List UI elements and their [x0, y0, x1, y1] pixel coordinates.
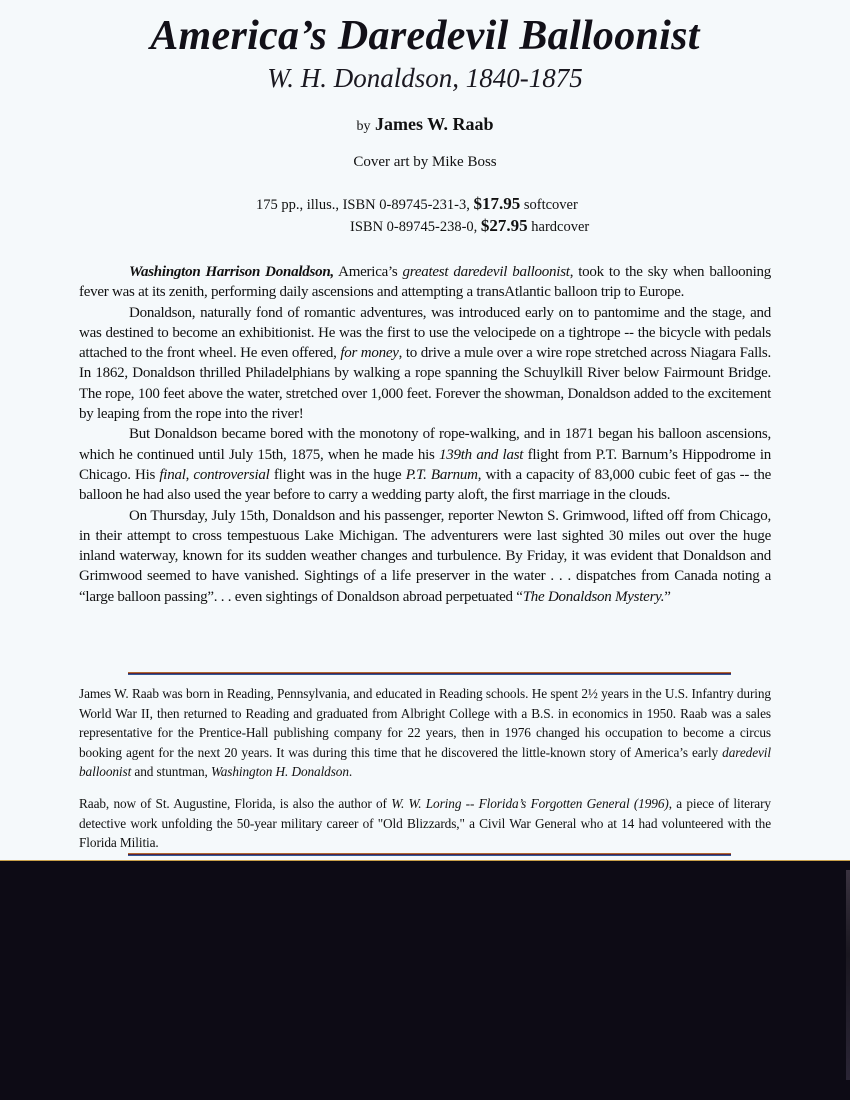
text-run: Raab, now of St. Augustine, Florida, is also the author of [79, 795, 392, 811]
book-title: America’s Daredevil Balloonist [150, 13, 700, 59]
italic-run: greatest daredevil balloonist [402, 264, 570, 280]
divider-rule-top [128, 672, 731, 675]
description-paragraph-4 [79, 506, 771, 607]
book-description [79, 262, 771, 607]
text-run: , [185, 466, 194, 483]
hardcover-isbn: ISBN 0-89745-238-0, [350, 219, 481, 235]
text-run: Donaldson, naturally fond of romantic adventures, was introduced early on to pantomime and the stage, and was destined to become an exhibitionist. He was the first to use the velocipede on a tightrope -- the bicycle with pedals attached to the front wheel. He even offered, [79, 304, 771, 362]
softcover-label: softcover [520, 197, 578, 213]
italic-run: W. W. Loring -- Florida’s Forgotten General (1996) [391, 795, 669, 811]
divider-rule-bottom [128, 853, 731, 856]
text-run: flight was in the huge [269, 466, 406, 483]
text-run: , took to the sky when ballooning fever was at its zenith, performing daily ascensions and attempting a transAtlantic balloon trip to Europe. [79, 264, 771, 301]
italic-run: P.T. Barnum [405, 466, 478, 483]
softcover-line [256, 193, 578, 216]
byline-prefix: by [356, 119, 371, 134]
text-run: America’s [333, 264, 403, 280]
hardcover-label: hardcover [527, 219, 590, 235]
bio-paragraph-2 [79, 794, 771, 853]
text-run: . [348, 764, 353, 780]
author-bio [79, 684, 771, 853]
description-paragraph-2 [79, 303, 771, 425]
italic-run: The Donaldson Mystery. [522, 588, 665, 605]
softcover-isbn: 175 pp., illus., ISBN 0-89745-231-3, [256, 197, 474, 213]
text-run: , to drive a mule over a wire rope stretched across Niagara Falls. In 1862, Donaldson thrilled Philadelphians by walking a rope spanning the Schuylkill River below Fairmount Bridge. The rope, 100 feet above the water, stretched over 1,000 feet. Forever the showman, Donaldson added to the excitement by leaping from the rope into the river! [79, 345, 771, 423]
italic-run: daredevil balloonist [79, 744, 771, 780]
author-name: James W. Raab [374, 114, 494, 134]
subject-name: Washington Harrison Donaldson, [129, 264, 334, 280]
softcover-price: $17.95 [473, 194, 521, 213]
byline [0, 114, 850, 135]
text-run: ” [664, 588, 671, 605]
text-run: But Donaldson became bored with the monotony of rope-walking, and in 1871 began his balloon ascensions, which he continued until July 15th, 1875, when he made his [79, 426, 771, 463]
cover-art-credit: Cover art by Mike Boss [353, 154, 497, 170]
book-subtitle: W. H. Donaldson, 1840-1875 [267, 63, 583, 93]
text-run: flight from P.T. Barnum’s Hippodrome in Chicago. His [79, 446, 772, 483]
italic-run: controversial [193, 466, 270, 483]
text-run: , a piece of literary detective work unfolding the 50-year military career of "Old Blizzards," a Civil War General who at 14 had volunteered with the Florida Militia. [79, 795, 771, 851]
text-run: , with a capacity of 83,000 cubic feet of gas -- the balloon he had also used the year before to carry a wedding party aloft, the first marriage in the clouds. [79, 466, 772, 504]
hardcover-price: $27.95 [480, 216, 528, 235]
italic-run: 139th and last [439, 446, 524, 463]
hardcover-line [350, 215, 589, 238]
bio-paragraph-1 [79, 684, 771, 782]
italic-run: for money [340, 345, 399, 362]
italic-run: final [159, 466, 186, 483]
italic-run: Washington H. Donaldson [210, 764, 349, 780]
text-run: James W. Raab was born in Reading, Pennsylvania, and educated in Reading schools. He spent 2½ years in the U.S. Infantry during World War II, then returned to Reading and graduated from Albright College with a B.S. in economics in 1950. Raab was a sales representative for the Prentice-Hall publishing company for 22 years, then in 1976 changed his occupation to become a circus booking agent for the next 20 years. It was during this time that he discovered the little-known story of America’s early [79, 686, 771, 760]
text-run: On Thursday, July 15th, Donaldson and his passenger, reporter Newton S. Grimwood, lifted off from Chicago, in their attempt to cross tempestuous Lake Michigan. The adventurers were last sighted 30 miles out over the huge inland waterway, known for its sudden weather changes and turbulence. By Friday, it was evident that Donaldson and Grimwood seemed to have vanished. Sightings of a life preserver in the water . . . dispatches from Canada noting a “large balloon passing”. . . even sightings of Donaldson abroad perpetuated “ [79, 507, 771, 605]
description-paragraph-3 [79, 424, 771, 505]
text-run: and stuntman, [131, 764, 211, 780]
description-paragraph-1 [79, 262, 771, 303]
scan-edge-artifact [846, 870, 850, 1080]
